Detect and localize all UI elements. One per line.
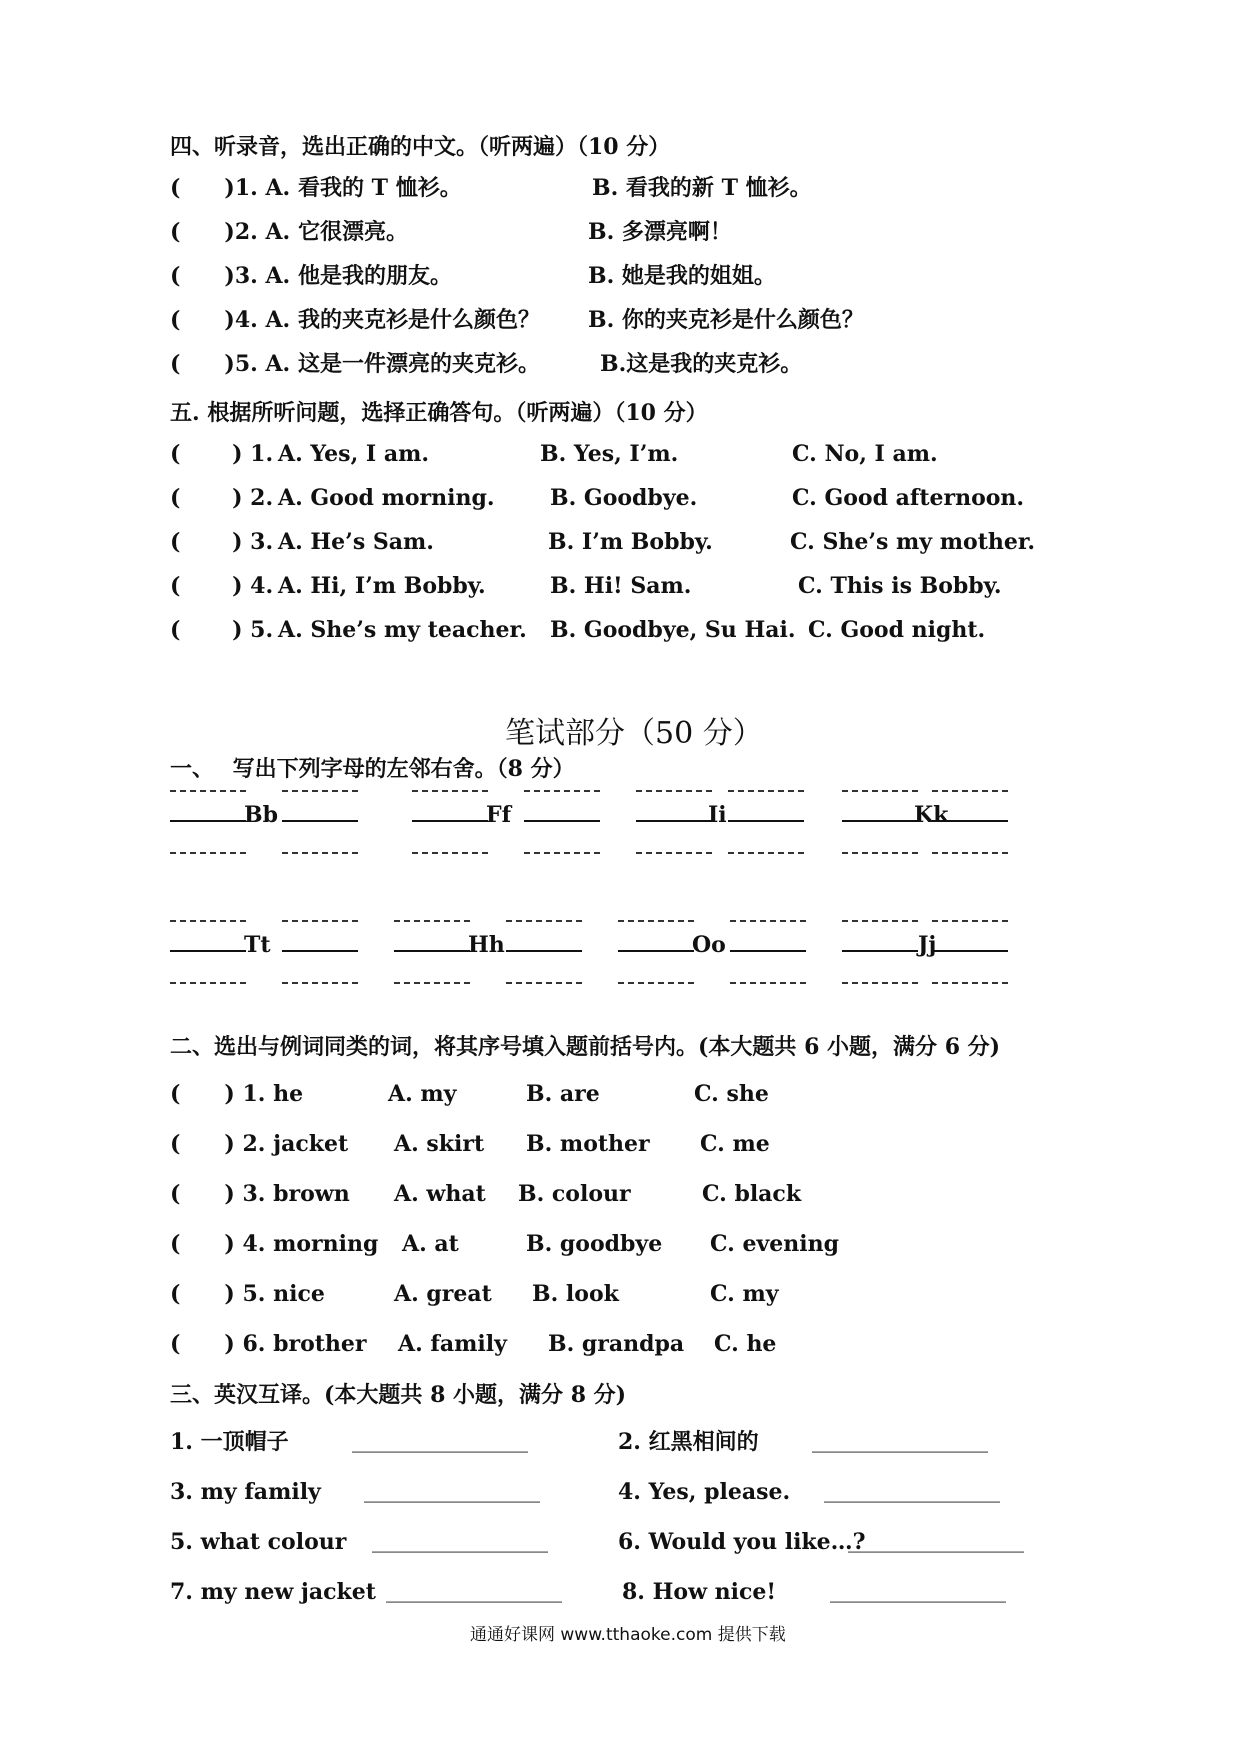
s5-item-4-num: ( ) 4. <box>170 573 274 599</box>
w3-blank-3[interactable]: ________________ <box>364 1478 540 1503</box>
s5-item-4-a: A. Hi, I’m Bobby. <box>278 573 486 599</box>
w2-item-2-c: C. me <box>700 1131 770 1157</box>
letter-row1-1: Ff <box>486 802 512 828</box>
w2-item-3-num: ( ) 3. brown <box>170 1181 350 1207</box>
guide-dash-bottom <box>932 982 1008 984</box>
w3-blank-2[interactable]: ________________ <box>812 1428 988 1453</box>
letter-row2-1: Hh <box>468 932 505 958</box>
right-neighbor-blank[interactable] <box>524 820 600 822</box>
w2-item-2-num: ( ) 2. jacket <box>170 1131 349 1157</box>
letter-row1-3: Kk <box>914 802 949 828</box>
s5-item-1-c: C. No, I am. <box>792 441 938 467</box>
guide-dash-top <box>932 920 1008 922</box>
left-neighbor-blank[interactable] <box>842 950 918 952</box>
s5-item-5-a: A. She’s my teacher. <box>278 617 527 643</box>
guide-dash-bottom <box>412 852 488 854</box>
s4-item-5-num: ( )5. A. <box>170 351 291 377</box>
left-neighbor-blank[interactable] <box>170 950 246 952</box>
guide-dash-top <box>730 920 806 922</box>
guide-dash-top <box>282 920 358 922</box>
s5-item-4-b: B. Hi! Sam. <box>550 573 692 599</box>
guide-dash-top <box>842 920 918 922</box>
guide-dash-top <box>728 790 804 792</box>
w3-blank-4[interactable]: ________________ <box>824 1478 1000 1503</box>
s4-item-3-a: 他是我的朋友。 <box>298 263 453 289</box>
w3-item-3: 3. my family <box>170 1479 321 1505</box>
w2-item-4-a: A. at <box>402 1231 459 1257</box>
w2-item-3-a: A. what <box>394 1181 486 1207</box>
w2-title: 二、选出与例词同类的词，将其序号填入题前括号内。(本大题共 6 小题，满分 6 分) <box>170 1034 1001 1060</box>
guide-dash-bottom <box>730 982 806 984</box>
s5-item-2-a: A. Good morning. <box>278 485 495 511</box>
guide-dash-bottom <box>842 982 918 984</box>
letter-row2-0: Tt <box>244 932 271 958</box>
guide-dash-top <box>506 920 582 922</box>
w3-item-2: 2. 红黑相间的 <box>618 1429 759 1455</box>
left-neighbor-blank[interactable] <box>170 820 246 822</box>
written-part-title: 笔试部分（50 分） <box>505 716 763 751</box>
s4-item-3-num: ( )3. A. <box>170 263 291 289</box>
s5-item-3-num: ( ) 3. <box>170 529 274 555</box>
w2-item-4-b: B. goodbye <box>526 1231 663 1257</box>
s5-item-5-c: C. Good night. <box>808 617 986 643</box>
w2-item-3-c: C. black <box>702 1181 802 1207</box>
w3-blank-8[interactable]: ________________ <box>830 1578 1006 1603</box>
left-neighbor-blank[interactable] <box>412 820 488 822</box>
guide-dash-top <box>394 920 470 922</box>
w2-item-5-num: ( ) 5. nice <box>170 1281 325 1307</box>
left-neighbor-blank[interactable] <box>636 820 712 822</box>
letter-row2-2: Oo <box>692 932 726 958</box>
w2-item-1-a: A. my <box>388 1081 457 1107</box>
w3-item-6: 6. Would you like…? <box>618 1529 866 1555</box>
guide-dash-bottom <box>282 852 358 854</box>
w3-item-7: 7. my new jacket <box>170 1579 376 1605</box>
right-neighbor-blank[interactable] <box>728 820 804 822</box>
s5-item-2-b: B. Goodbye. <box>550 485 698 511</box>
guide-dash-top <box>842 790 918 792</box>
guide-dash-bottom <box>170 852 246 854</box>
w2-item-1-num: ( ) 1. he <box>170 1081 304 1107</box>
w2-item-2-a: A. skirt <box>394 1131 485 1157</box>
s4-item-4-num: ( )4. A. <box>170 307 291 333</box>
w2-item-5-b: B. look <box>532 1281 619 1307</box>
guide-dash-bottom <box>932 852 1008 854</box>
s5-item-3-a: A. He’s Sam. <box>278 529 434 555</box>
right-neighbor-blank[interactable] <box>730 950 806 952</box>
s5-item-3-c: C. She’s my mother. <box>790 529 1036 555</box>
right-neighbor-blank[interactable] <box>282 950 358 952</box>
w2-item-2-b: B. mother <box>526 1131 650 1157</box>
w3-blank-7[interactable]: ________________ <box>386 1578 562 1603</box>
s4-item-3-b: B. 她是我的姐姐。 <box>588 263 776 289</box>
s4-item-5-a: 这是一件漂亮的夹克衫。 <box>298 351 541 377</box>
w2-item-6-a: A. family <box>398 1331 507 1357</box>
w3-blank-1[interactable]: ________________ <box>352 1428 528 1453</box>
guide-dash-bottom <box>170 982 246 984</box>
s5-item-4-c: C. This is Bobby. <box>798 573 1002 599</box>
guide-dash-bottom <box>524 852 600 854</box>
guide-dash-bottom <box>618 982 694 984</box>
left-neighbor-blank[interactable] <box>618 950 694 952</box>
s4-item-4-b: B. 你的夹克衫是什么颜色？ <box>588 307 864 333</box>
w3-item-1: 1. 一顶帽子 <box>170 1429 289 1455</box>
w2-item-6-c: C. he <box>714 1331 777 1357</box>
guide-dash-top <box>524 790 600 792</box>
left-neighbor-blank[interactable] <box>842 820 918 822</box>
s5-item-3-b: B. I’m Bobby. <box>548 529 713 555</box>
w3-blank-5[interactable]: ________________ <box>372 1528 548 1553</box>
w1-title: 一、 写出下列字母的左邻右舍。（8 分） <box>170 756 575 782</box>
w2-item-5-a: A. great <box>394 1281 492 1307</box>
s5-item-2-num: ( ) 2. <box>170 485 274 511</box>
w2-item-1-b: B. are <box>526 1081 600 1107</box>
s4-item-1-num: ( )1. A. <box>170 175 291 201</box>
w3-item-8: 8. How nice! <box>622 1579 777 1605</box>
guide-dash-bottom <box>394 982 470 984</box>
s4-item-2-a: 它很漂亮。 <box>298 219 409 245</box>
guide-dash-top <box>412 790 488 792</box>
footer-source: 通通好课网 www.tthaoke.com 提供下载 <box>470 1625 786 1645</box>
w2-item-4-c: C. evening <box>710 1231 839 1257</box>
letter-row1-2: Ii <box>708 802 727 828</box>
guide-dash-top <box>170 920 246 922</box>
s5-item-1-b: B. Yes, I’m. <box>540 441 679 467</box>
guide-dash-top <box>282 790 358 792</box>
left-neighbor-blank[interactable] <box>394 950 470 952</box>
s4-item-2-num: ( )2. A. <box>170 219 291 245</box>
w3-title: 三、英汉互译。(本大题共 8 小题，满分 8 分) <box>170 1382 627 1408</box>
w2-item-3-b: B. colour <box>518 1181 631 1207</box>
w3-blank-6[interactable]: ________________ <box>848 1528 1024 1553</box>
guide-dash-bottom <box>506 982 582 984</box>
w2-item-4-num: ( ) 4. morning <box>170 1231 379 1257</box>
w2-item-1-c: C. she <box>694 1081 769 1107</box>
w3-item-5: 5. what colour <box>170 1529 347 1555</box>
guide-dash-top <box>636 790 712 792</box>
letter-row2-3: Jj <box>918 932 937 958</box>
guide-dash-bottom <box>728 852 804 854</box>
right-neighbor-blank[interactable] <box>506 950 582 952</box>
section-4-title: 四、听录音，选出正确的中文。（听两遍）（10 分） <box>170 134 671 160</box>
s4-item-4-a: 我的夹克衫是什么颜色？ <box>298 307 541 333</box>
s5-item-2-c: C. Good afternoon. <box>792 485 1025 511</box>
s4-item-1-b: B. 看我的新 T 恤衫。 <box>592 175 812 201</box>
w2-item-5-c: C. my <box>710 1281 779 1307</box>
right-neighbor-blank[interactable] <box>932 950 1008 952</box>
w2-item-6-b: B. grandpa <box>548 1331 685 1357</box>
guide-dash-top <box>170 790 246 792</box>
w2-item-6-num: ( ) 6. brother <box>170 1331 367 1357</box>
guide-dash-bottom <box>636 852 712 854</box>
section-5-title: 五. 根据所听问题，选择正确答句。（听两遍）（10 分） <box>170 400 708 426</box>
guide-dash-top <box>618 920 694 922</box>
s4-item-2-b: B. 多漂亮啊！ <box>588 219 732 245</box>
s4-item-5-b: B.这是我的夹克衫。 <box>600 351 803 377</box>
s5-item-1-a: A. Yes, I am. <box>278 441 430 467</box>
guide-dash-top <box>932 790 1008 792</box>
letter-row1-0: Bb <box>244 802 278 828</box>
guide-dash-bottom <box>282 982 358 984</box>
s5-item-5-num: ( ) 5. <box>170 617 274 643</box>
s5-item-5-b: B. Goodbye, Su Hai. <box>550 617 796 643</box>
w3-item-4: 4. Yes, please. <box>618 1479 791 1505</box>
guide-dash-bottom <box>842 852 918 854</box>
s4-item-1-a: 看我的 T 恤衫。 <box>298 175 462 201</box>
s5-item-1-num: ( ) 1. <box>170 441 274 467</box>
right-neighbor-blank[interactable] <box>282 820 358 822</box>
